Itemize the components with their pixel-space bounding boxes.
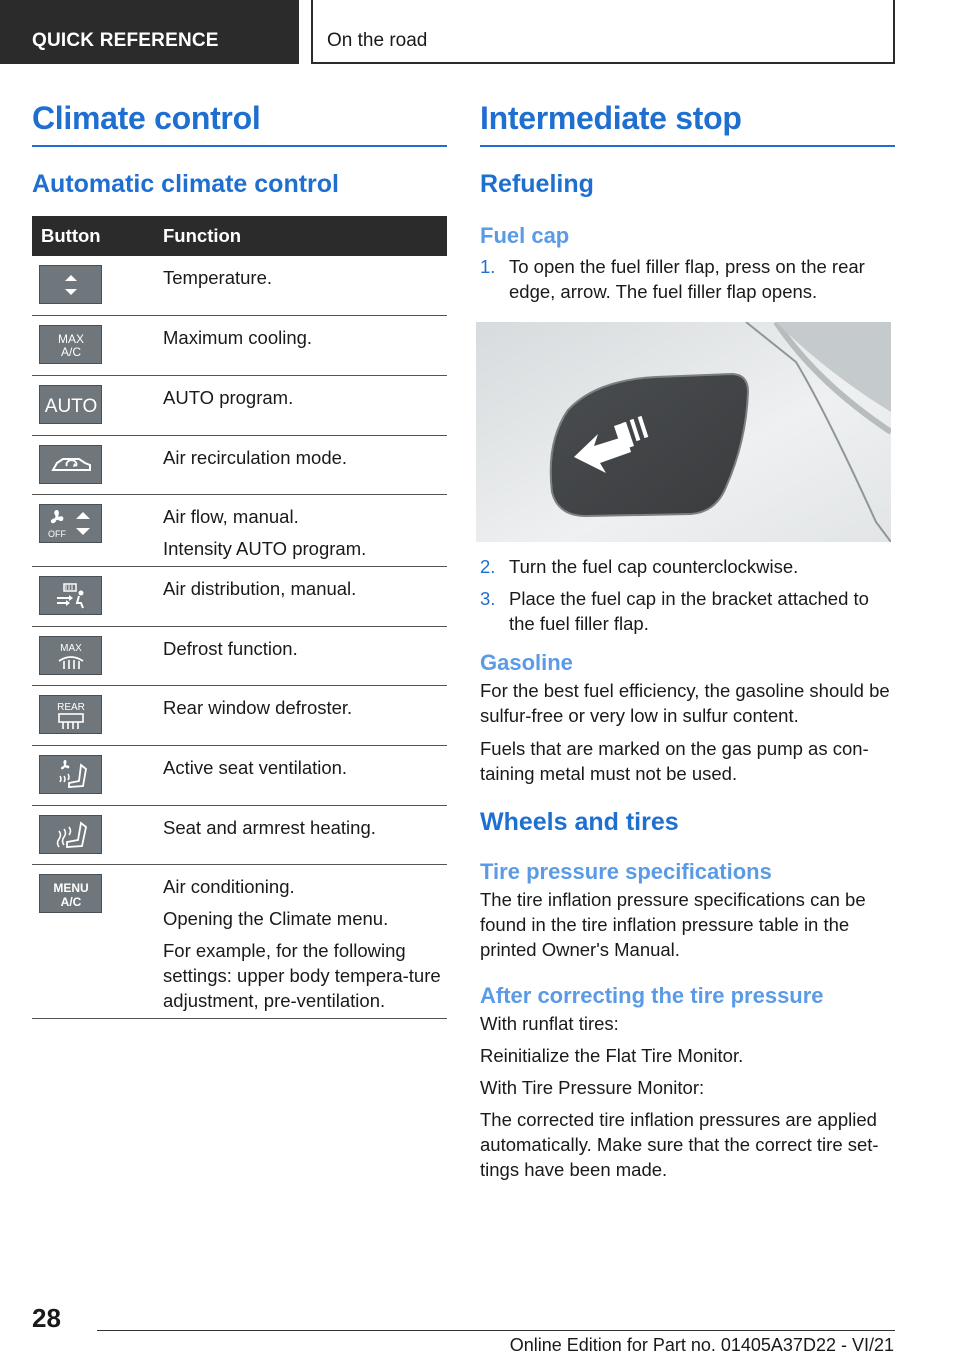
rear-defroster-icon bbox=[39, 695, 102, 734]
col-function-header: Function bbox=[163, 225, 242, 246]
icon-text: MENU bbox=[52, 880, 89, 895]
function-text: Temperature. bbox=[163, 267, 272, 288]
function-text: Air flow, manual. bbox=[163, 506, 299, 527]
page-number: 28 bbox=[32, 1303, 61, 1333]
table-row bbox=[32, 376, 447, 436]
function-text: Seat and armrest heating. bbox=[163, 817, 376, 838]
tire-spec-paragraph: The tire inflation pressure specifications can be found in the tire inflation pressure table in the printed Owner's Manual. bbox=[480, 889, 866, 960]
recirculation-icon bbox=[39, 445, 102, 484]
table-row bbox=[32, 316, 447, 376]
temperature-arrows-icon bbox=[39, 265, 102, 304]
auto-icon bbox=[39, 385, 102, 424]
function-text: Active seat ventilation. bbox=[163, 757, 348, 778]
table-row bbox=[32, 865, 447, 1019]
table-header bbox=[32, 216, 447, 256]
function-text: For example, for the following settings: upper body tempera-ture adjustment, pre-ventilation. bbox=[163, 940, 441, 1011]
max-ac-icon bbox=[39, 325, 102, 364]
after-correcting-paragraph: Reinitialize the Flat Tire Monitor. bbox=[480, 1045, 744, 1066]
step-text: To open the fuel filler flap, press on the rear edge, arrow. The fuel filler flap opens. bbox=[509, 256, 865, 302]
wheels-tires-heading: Wheels and tires bbox=[480, 808, 679, 836]
gasoline-heading: Gasoline bbox=[480, 650, 573, 675]
footer-divider bbox=[97, 1330, 895, 1331]
footer-edition: Online Edition for Part no. 01405A37D22 - VI/21 bbox=[509, 1335, 894, 1355]
function-text: Maximum cooling. bbox=[163, 327, 313, 348]
header-section-label: QUICK REFERENCE bbox=[32, 30, 219, 51]
refueling-heading: Refueling bbox=[480, 170, 594, 198]
icon-text: AUTO bbox=[44, 395, 97, 417]
table-row bbox=[32, 746, 447, 806]
function-text: AUTO program. bbox=[163, 387, 294, 408]
step-number: 2. bbox=[480, 556, 496, 577]
icon-text: REAR bbox=[56, 701, 85, 713]
header-section-tab bbox=[0, 0, 299, 64]
function-text: Air recirculation mode. bbox=[163, 447, 348, 468]
function-text: Rear window defroster. bbox=[163, 697, 353, 718]
after-correcting-paragraph: The corrected tire inflation pressures are applied automatically. Make sure that the correct tire set-tings have been made. bbox=[480, 1109, 879, 1180]
fuel-filler-flap-photo bbox=[476, 322, 891, 542]
icon-text: OFF bbox=[47, 528, 66, 539]
step-text: Place the fuel cap in the bracket attached to the fuel filler flap. bbox=[509, 588, 869, 634]
step-text: Turn the fuel cap counterclockwise. bbox=[509, 556, 799, 577]
list-item bbox=[480, 586, 895, 636]
table-row bbox=[32, 686, 447, 746]
air-distribution-icon bbox=[39, 576, 102, 615]
intermediate-stop-heading: Intermediate stop bbox=[480, 100, 895, 147]
icon-text: A/C bbox=[60, 344, 81, 359]
right-column bbox=[480, 100, 895, 1182]
seat-heating-icon bbox=[39, 815, 102, 854]
after-correcting-heading: After correcting the tire pressure bbox=[480, 983, 824, 1008]
list-item bbox=[480, 554, 895, 579]
gasoline-paragraph: Fuels that are marked on the gas pump as con-taining metal must not be used. bbox=[480, 738, 869, 784]
col-button-header: Button bbox=[41, 225, 101, 246]
seat-ventilation-icon bbox=[39, 755, 102, 794]
automatic-climate-heading: Automatic climate control bbox=[32, 170, 339, 198]
icon-text: MAX bbox=[57, 331, 84, 346]
function-text: Air conditioning. bbox=[163, 876, 295, 897]
climate-control-heading: Climate control bbox=[32, 100, 447, 147]
step-number: 1. bbox=[480, 256, 496, 277]
step-number: 3. bbox=[480, 588, 496, 609]
left-column bbox=[32, 100, 447, 1019]
icon-text: MAX bbox=[59, 642, 82, 654]
fuel-filler-flap-illustration bbox=[476, 322, 891, 542]
header-chapter-label: On the road bbox=[327, 30, 428, 51]
function-text: Air distribution, manual. bbox=[163, 578, 357, 599]
icon-text: A/C bbox=[60, 894, 81, 909]
tire-pressure-spec-heading: Tire pressure specifications bbox=[480, 859, 772, 884]
function-text: Opening the Climate menu. bbox=[163, 908, 389, 929]
fuel-cap-heading: Fuel cap bbox=[480, 223, 570, 248]
table-row bbox=[32, 567, 447, 627]
function-text: Intensity AUTO program. bbox=[163, 538, 367, 559]
climate-buttons-table bbox=[32, 216, 447, 1019]
after-correcting-paragraph: With runflat tires: bbox=[480, 1013, 619, 1034]
after-correcting-paragraph: With Tire Pressure Monitor: bbox=[480, 1077, 705, 1098]
list-item bbox=[480, 254, 895, 304]
gasoline-paragraph: For the best fuel efficiency, the gasoline should be sulfur-free or very low in sulfur content. bbox=[480, 680, 890, 726]
table-row bbox=[32, 495, 447, 567]
header-chapter-box bbox=[311, 0, 895, 64]
table-row bbox=[32, 627, 447, 686]
max-defrost-icon bbox=[39, 636, 102, 675]
fan-off-arrows-icon bbox=[39, 504, 102, 543]
function-text: Defrost function. bbox=[163, 638, 298, 659]
table-row bbox=[32, 436, 447, 495]
menu-ac-icon bbox=[39, 874, 102, 913]
table-row bbox=[32, 256, 447, 316]
table-row bbox=[32, 806, 447, 865]
